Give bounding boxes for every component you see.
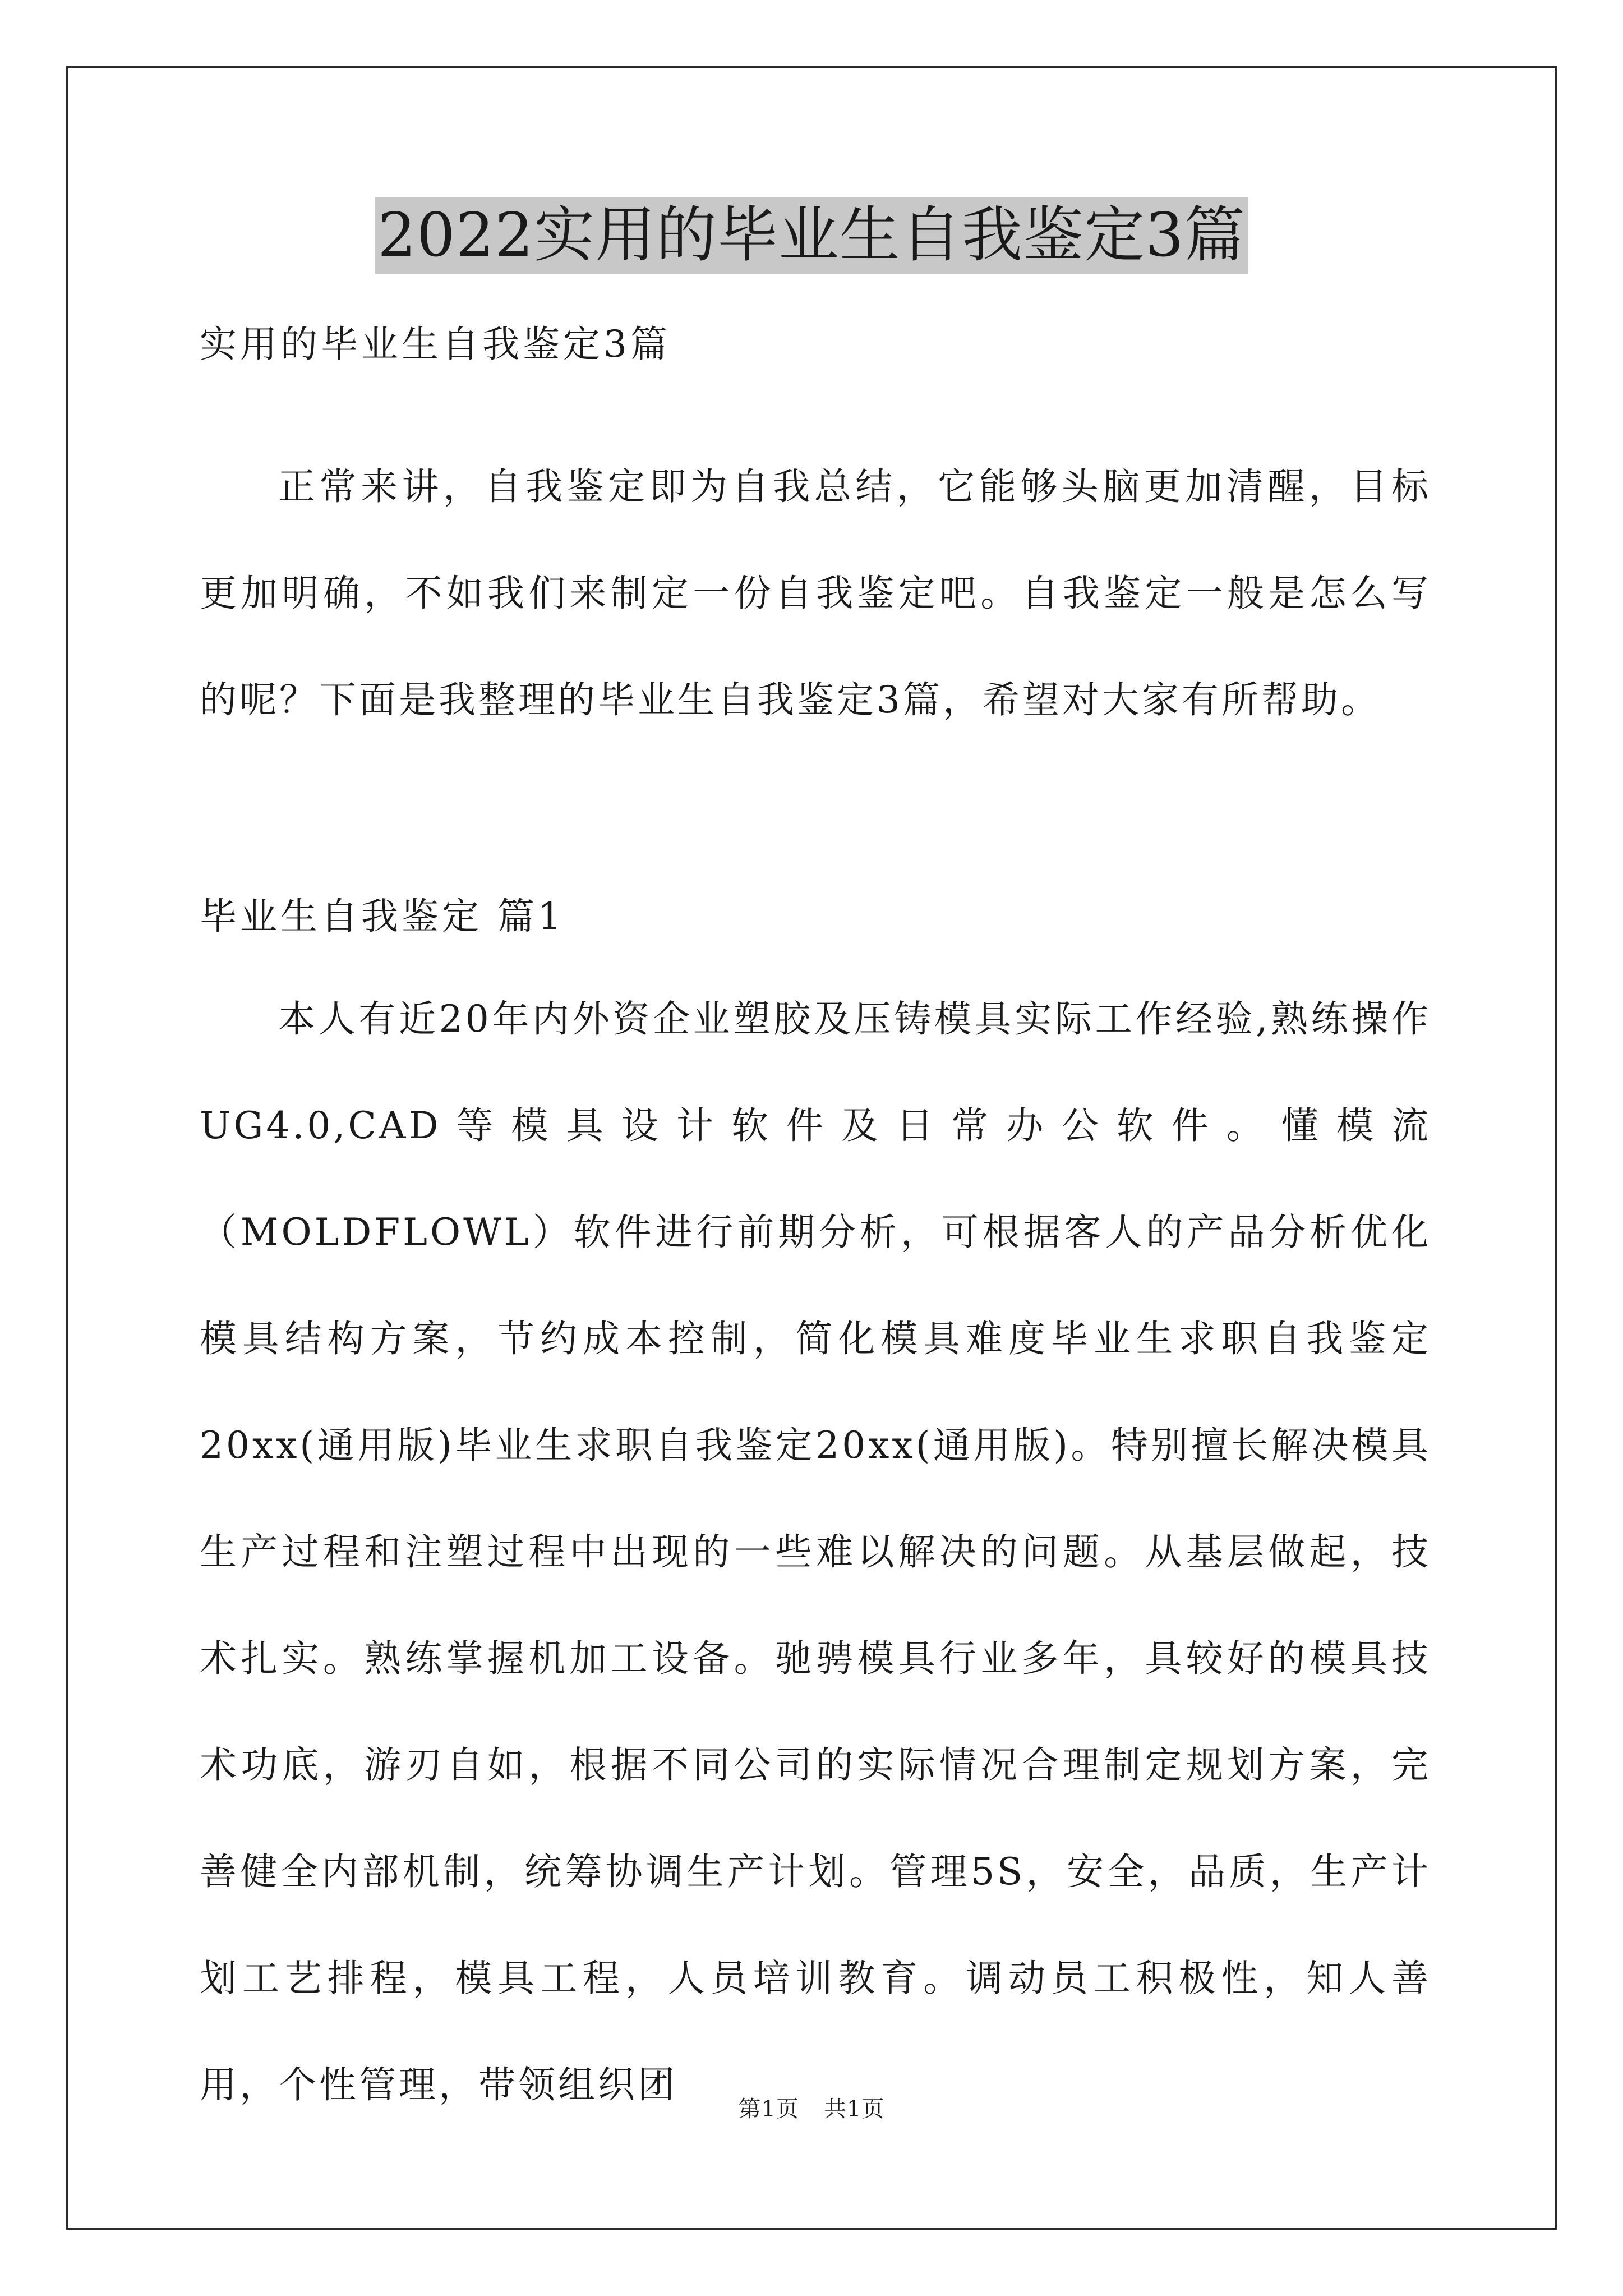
document-title: 2022实用的毕业生自我鉴定3篇 xyxy=(375,197,1248,274)
intro-paragraph: 正常来讲，自我鉴定即为自我总结，它能够头脑更加清醒，目标更加明确，不如我们来制定一份自我鉴定吧。自我鉴定一般是怎么写的呢？下面是我整理的毕业生自我鉴定3篇，希望对大家有所帮助。 xyxy=(200,465,1431,721)
document-subtitle: 实用的毕业生自我鉴定3篇 xyxy=(200,323,671,366)
page-number: 第1页 xyxy=(738,2096,799,2122)
page-footer xyxy=(0,2091,1623,2123)
section-heading: 毕业生自我鉴定 篇1 xyxy=(200,895,565,938)
title-container xyxy=(0,197,1623,274)
section-body-paragraph: 本人有近20年内外资企业塑胶及压铸模具实际工作经验,熟练操作UG4.0,CAD等模具设计软件及日常办公软件。懂模流（MOLDFLOWL）软件进行前期分析，可根据客人的产品分析优化模具结构方案，节约成本控制，简化模具难度毕业生求职自我鉴定20xx(通用版)毕业生求职自我鉴定20xx(通用版)。特别擅长解决模具生产过程和注塑过程中出现的一些难以解决的问题。从基层做起，技术扎实。熟练掌握机加工设备。驰骋模具行业多年，具较好的模具技术功底，游刃自如，根据不同公司的实际情况合理制定规划方案，完善健全内部机制，统筹协调生产计划。管理5S，安全，品质，生产计划工艺排程，模具工程，人员培训教育。调动员工积极性，知人善用，个性管理，带领组织团 xyxy=(200,997,1431,2106)
page-total: 共1页 xyxy=(824,2096,885,2122)
